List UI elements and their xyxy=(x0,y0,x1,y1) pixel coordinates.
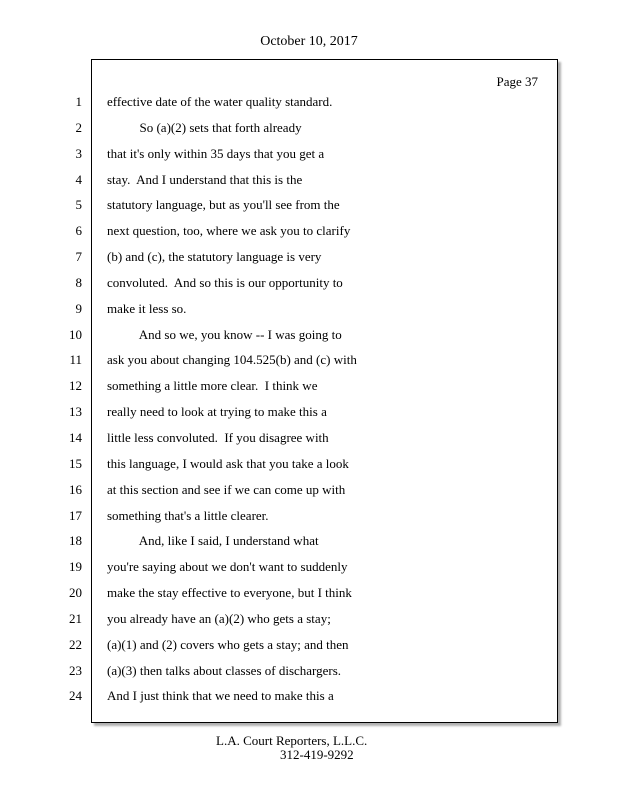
line-number: 7 xyxy=(75,249,82,265)
transcript-line: And I just think that we need to make this a xyxy=(107,688,334,704)
line-number: 20 xyxy=(69,585,82,601)
line-number: 22 xyxy=(69,636,82,652)
header-date: October 10, 2017 xyxy=(260,34,358,49)
transcript-line: effective date of the water quality standard. xyxy=(107,94,333,109)
page-number: Page 37 xyxy=(496,74,538,89)
footer-company: L.A. Court Reporters, L.L.C. xyxy=(216,733,368,748)
transcript-line: you're saying about we don't want to suddenly xyxy=(107,559,348,575)
line-number: 2 xyxy=(75,119,82,135)
line-number: 18 xyxy=(69,533,82,549)
transcript-line: (a)(1) and (2) covers who gets a stay; and then xyxy=(107,636,349,652)
transcript-line: you already have an (a)(2) who gets a stay; xyxy=(107,610,331,626)
transcript-text xyxy=(107,94,547,714)
line-number: 23 xyxy=(69,662,82,678)
line-number: 17 xyxy=(69,507,82,523)
transcript-line: And, like I said, I understand what xyxy=(107,533,319,549)
footer-phone: 312-419-9292 xyxy=(280,747,354,762)
transcript-line: at this section and see if we can come up with xyxy=(107,481,346,497)
transcript-line: stay. And I understand that this is the xyxy=(107,171,303,187)
transcript-line: (b) and (c), the statutory language is very xyxy=(107,249,322,265)
line-number: 14 xyxy=(69,429,82,445)
transcript-line: ask you about changing 104.525(b) and (c) with xyxy=(107,352,357,368)
transcript-line: So (a)(2) sets that forth already xyxy=(107,119,302,135)
line-number: 3 xyxy=(75,145,82,161)
transcript-line: convoluted. And so this is our opportunity to xyxy=(107,274,343,290)
line-number: 6 xyxy=(75,223,82,239)
line-number: 13 xyxy=(69,404,82,420)
line-number: 4 xyxy=(75,171,82,187)
transcript-line: make it less so. xyxy=(107,300,187,316)
line-number: 11 xyxy=(69,352,82,368)
transcript-line: (a)(3) then talks about classes of dischargers. xyxy=(107,662,342,678)
transcript-line: little less convoluted. If you disagree with xyxy=(107,429,329,445)
line-number: 21 xyxy=(69,610,82,626)
transcript-line: really need to look at trying to make this a xyxy=(107,404,327,420)
transcript-line: something that's a little clearer. xyxy=(107,507,269,523)
transcript-line: And so we, you know -- I was going to xyxy=(107,326,342,342)
line-number: 9 xyxy=(75,300,82,316)
transcript-line: that it's only within 35 days that you get a xyxy=(107,145,325,161)
line-number: 15 xyxy=(69,455,82,471)
transcript-line: statutory language, but as you'll see from the xyxy=(107,197,340,213)
line-number: 5 xyxy=(75,197,82,213)
line-number: 8 xyxy=(75,274,82,290)
transcript-line: make the stay effective to everyone, but I think xyxy=(107,585,352,601)
line-number: 24 xyxy=(69,688,82,704)
line-number: 10 xyxy=(69,326,82,342)
line-number: 19 xyxy=(69,559,82,575)
transcript-line: next question, too, where we ask you to clarify xyxy=(107,223,351,239)
transcript-line: something a little more clear. I think we xyxy=(107,378,318,394)
line-number: 16 xyxy=(69,481,82,497)
line-number: 12 xyxy=(69,378,82,394)
line-number: 1 xyxy=(75,94,82,109)
line-number-column xyxy=(0,94,82,714)
transcript-line: this language, I would ask that you take a look xyxy=(107,455,349,471)
